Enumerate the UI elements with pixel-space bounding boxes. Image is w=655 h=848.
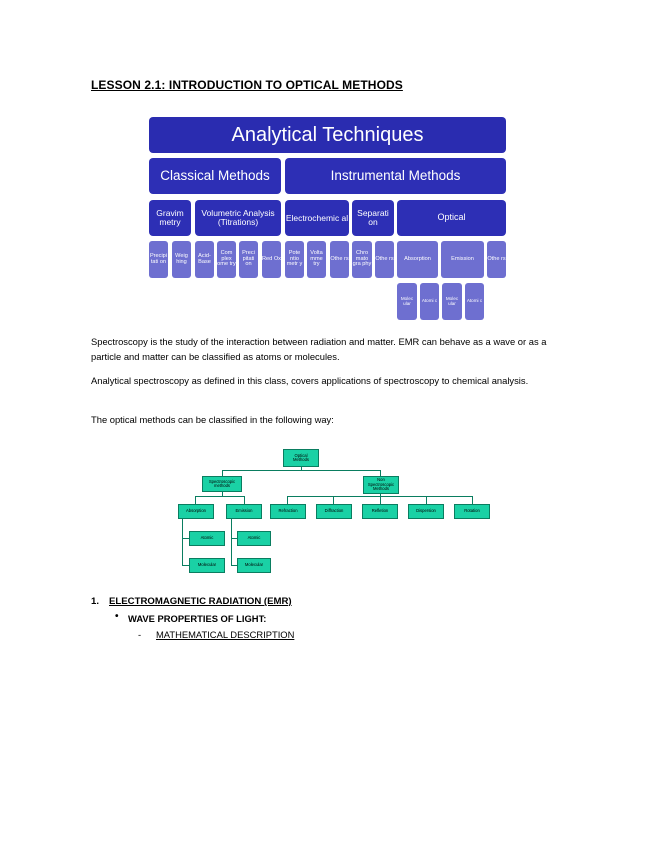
non-spec-child: Rotation — [454, 504, 490, 519]
grav-child: Precipi tati on — [149, 241, 168, 278]
classical-methods-box: Classical Methods — [149, 158, 281, 194]
grav-child: Weig hing — [172, 241, 191, 278]
abs-child: Molec ular — [397, 283, 417, 320]
connector — [195, 496, 196, 504]
emission-node: Emission — [226, 504, 262, 519]
absorption-box: Absorption — [397, 241, 438, 278]
vol-child: Com plex ome try — [217, 241, 236, 278]
vol-child: Red Ox — [262, 241, 281, 278]
connector — [287, 496, 288, 504]
non-spec-child: Dispersion — [408, 504, 444, 519]
gravimetry-box: Gravim metry — [149, 200, 191, 236]
connector — [333, 496, 334, 504]
non-spec-child: Refletion — [362, 504, 398, 519]
connector — [244, 496, 245, 504]
spectroscopic-methods-box: Spectroscopic methods — [202, 476, 242, 492]
vol-child: Preci pitati on — [239, 241, 258, 278]
abs-molecular-node: Molecular — [189, 558, 225, 573]
vol-child: Acid- Base — [195, 241, 214, 278]
non-spec-child: Refraction — [270, 504, 306, 519]
subheading — [156, 629, 294, 640]
separation-box: Separati on — [352, 200, 394, 236]
section-heading — [109, 596, 292, 607]
connector — [182, 519, 183, 565]
em-atomic-node: Atomic — [237, 531, 271, 546]
electro-child: Pote ntio metr y — [285, 241, 304, 278]
absorption-node: Absorption — [178, 504, 214, 519]
connector — [231, 519, 232, 565]
bullet-symbol: • — [115, 611, 119, 622]
connector — [222, 470, 380, 471]
sep-child: Othe rs — [375, 241, 394, 278]
electro-child: Othe rs — [330, 241, 349, 278]
em-child: Atomi c — [465, 283, 484, 320]
paragraph-spectroscopy: Spectroscopy is the study of the interaction between radiation and matter. EMR can behave as a wave or as a particle and matter can be classified as atoms or molecules. — [91, 336, 547, 362]
optical-methods-root: Optical Methods — [283, 449, 319, 467]
abs-child: Atomi c — [420, 283, 439, 320]
dash-symbol: - — [138, 629, 142, 640]
electro-child: Volta mme try — [307, 241, 326, 278]
connector — [182, 565, 189, 566]
subheading-text: MATHEMATICAL DESCRIPTION — [156, 629, 295, 640]
lesson-title: LESSON 2.1: INTRODUCTION TO OPTICAL METHODS — [91, 78, 403, 92]
connector — [380, 496, 381, 504]
optical-other-box: Othe rs — [487, 241, 506, 278]
optical-box: Optical — [397, 200, 506, 236]
connector — [182, 538, 189, 539]
em-child: Molec ular — [442, 283, 462, 320]
volumetric-box: Volumetric Analysis (Titrations) — [195, 200, 281, 236]
electrochemical-box: Electrochemic al — [285, 200, 349, 236]
connector — [426, 496, 427, 504]
connector — [195, 496, 244, 497]
instrumental-methods-box: Instrumental Methods — [285, 158, 506, 194]
abs-atomic-node: Atomic — [189, 531, 225, 546]
bullet-heading: WAVE PROPERTIES OF LIGHT: — [128, 613, 267, 624]
section-heading-text: ELECTROMAGNETIC RADIATION (EMR) — [109, 596, 292, 607]
emission-box: Emission — [441, 241, 484, 278]
paragraph-analytical: Analytical spectroscopy as defined in this class, covers applications of spectroscopy to chemical analysis. — [91, 375, 529, 386]
section-number: 1. — [91, 596, 100, 607]
paragraph-classification: The optical methods can be classified in the following way: — [91, 414, 334, 425]
non-spectroscopic-methods-box: Non Spectroscopic Methods — [363, 476, 399, 494]
connector — [472, 496, 473, 504]
sep-child: Chro mato gra phy — [352, 241, 372, 278]
em-molecular-node: Molecular — [237, 558, 271, 573]
analytical-techniques-box: Analytical Techniques — [149, 117, 506, 153]
non-spec-child: Diffraction — [316, 504, 352, 519]
